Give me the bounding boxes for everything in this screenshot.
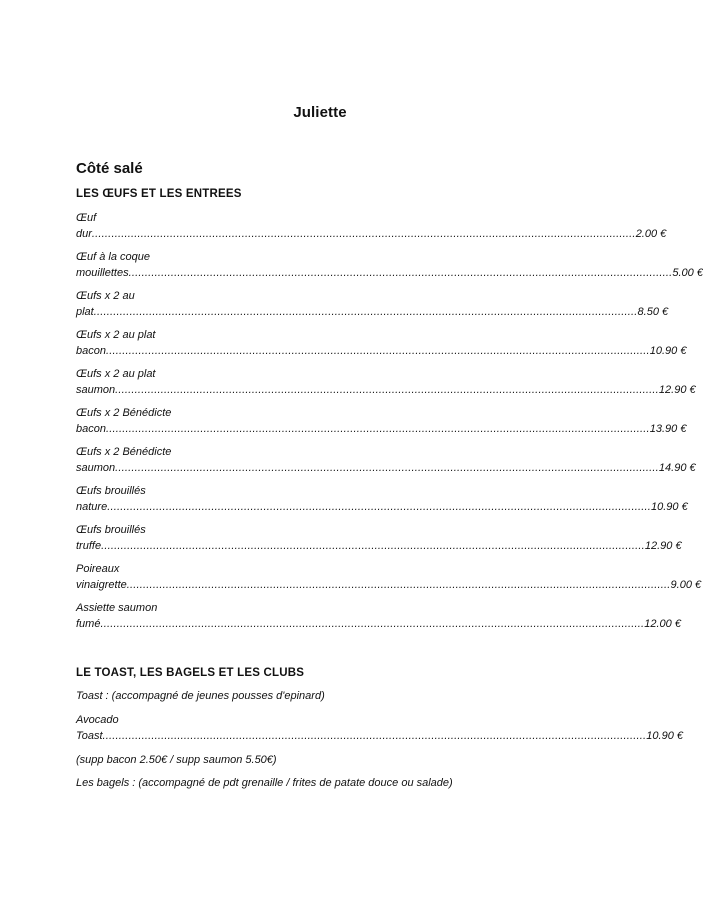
leader-dots: ....................................................................................................................................................................... bbox=[102, 729, 647, 742]
item-price: 2.00 € bbox=[635, 227, 667, 240]
subsection-eggs-title: LES ŒUFS ET LES ENTREES bbox=[76, 188, 242, 200]
menu-item-toast bbox=[76, 713, 683, 744]
menu-item bbox=[76, 367, 696, 398]
menu-item bbox=[76, 289, 669, 320]
leader-dots: ....................................................................................................................................................................... bbox=[126, 578, 671, 591]
item-price: 14.90 € bbox=[658, 461, 696, 474]
menu-item bbox=[76, 250, 703, 281]
leader-dots: ....................................................................................................................................................................... bbox=[128, 266, 673, 279]
item-detail: saumon bbox=[76, 383, 116, 396]
leader-dots: ....................................................................................................................................................................... bbox=[115, 461, 659, 474]
menu-item bbox=[76, 211, 667, 242]
item-name: Avocado bbox=[76, 714, 119, 726]
menu-item bbox=[76, 523, 682, 554]
item-name: Œuf à la coque bbox=[76, 251, 150, 263]
leader-dots: ....................................................................................................................................................................... bbox=[101, 539, 645, 552]
item-detail: fumé bbox=[76, 617, 101, 630]
item-price: 13.90 € bbox=[649, 422, 687, 435]
leader-dots: ....................................................................................................................................................................... bbox=[91, 227, 636, 240]
leader-dots: ....................................................................................................................................................................... bbox=[107, 500, 651, 513]
menu-item bbox=[76, 406, 687, 437]
menu-item bbox=[76, 562, 702, 593]
toast-supplement-note: (supp bacon 2.50€ / supp saumon 5.50€) bbox=[76, 754, 277, 766]
leader-dots: ....................................................................................................................................................................... bbox=[115, 383, 659, 396]
section-title: Côté salé bbox=[76, 160, 143, 177]
item-detail: plat bbox=[76, 305, 94, 318]
toast-note: Toast : (accompagné de jeunes pousses d'epinard) bbox=[76, 690, 325, 702]
leader-dots: ....................................................................................................................................................................... bbox=[105, 422, 650, 435]
item-price: 12.00 € bbox=[644, 617, 681, 630]
item-price: 8.50 € bbox=[637, 305, 669, 318]
item-detail: vinaigrette bbox=[76, 578, 127, 591]
item-name: Poireaux bbox=[76, 563, 120, 575]
menu-item bbox=[76, 328, 687, 359]
leader-dots: ....................................................................................................................................................................... bbox=[105, 344, 650, 357]
leader-dots: ....................................................................................................................................................................... bbox=[100, 617, 645, 630]
restaurant-title: Juliette bbox=[293, 104, 347, 121]
item-detail: Toast bbox=[76, 729, 103, 742]
item-detail: bacon bbox=[76, 422, 106, 435]
item-detail: dur bbox=[76, 227, 92, 240]
item-detail: mouillettes bbox=[76, 266, 129, 279]
item-name: Œufs x 2 au bbox=[76, 290, 135, 302]
item-price: 10.90 € bbox=[646, 729, 683, 742]
leader-dots: ....................................................................................................................................................................... bbox=[93, 305, 638, 318]
item-price: 10.90 € bbox=[650, 500, 688, 513]
subsection-toast-title: LE TOAST, LES BAGELS ET LES CLUBS bbox=[76, 667, 305, 679]
bagels-note: Les bagels : (accompagné de pdt grenaille / frites de patate douce ou salade) bbox=[76, 777, 453, 789]
item-name: Œufs x 2 Bénédicte bbox=[76, 446, 172, 458]
item-name: Œufs brouillés bbox=[76, 485, 146, 497]
item-name: Assiette saumon bbox=[76, 602, 158, 614]
item-detail: nature bbox=[76, 500, 108, 513]
item-price: 5.00 € bbox=[672, 266, 703, 279]
item-name: Œufs x 2 Bénédicte bbox=[76, 407, 172, 419]
item-name: Œuf bbox=[76, 212, 97, 224]
item-name: Œufs x 2 au plat bbox=[76, 329, 156, 341]
item-name: Œufs brouillés bbox=[76, 524, 146, 536]
item-detail: saumon bbox=[76, 461, 116, 474]
item-price: 9.00 € bbox=[670, 578, 702, 591]
item-price: 12.90 € bbox=[658, 383, 696, 396]
item-detail: bacon bbox=[76, 344, 106, 357]
menu-item bbox=[76, 445, 696, 476]
menu-item bbox=[76, 484, 688, 515]
item-detail: truffe bbox=[76, 539, 102, 552]
item-price: 10.90 € bbox=[649, 344, 687, 357]
item-name: Œufs x 2 au plat bbox=[76, 368, 156, 380]
item-price: 12.90 € bbox=[644, 539, 682, 552]
menu-item bbox=[76, 601, 681, 632]
